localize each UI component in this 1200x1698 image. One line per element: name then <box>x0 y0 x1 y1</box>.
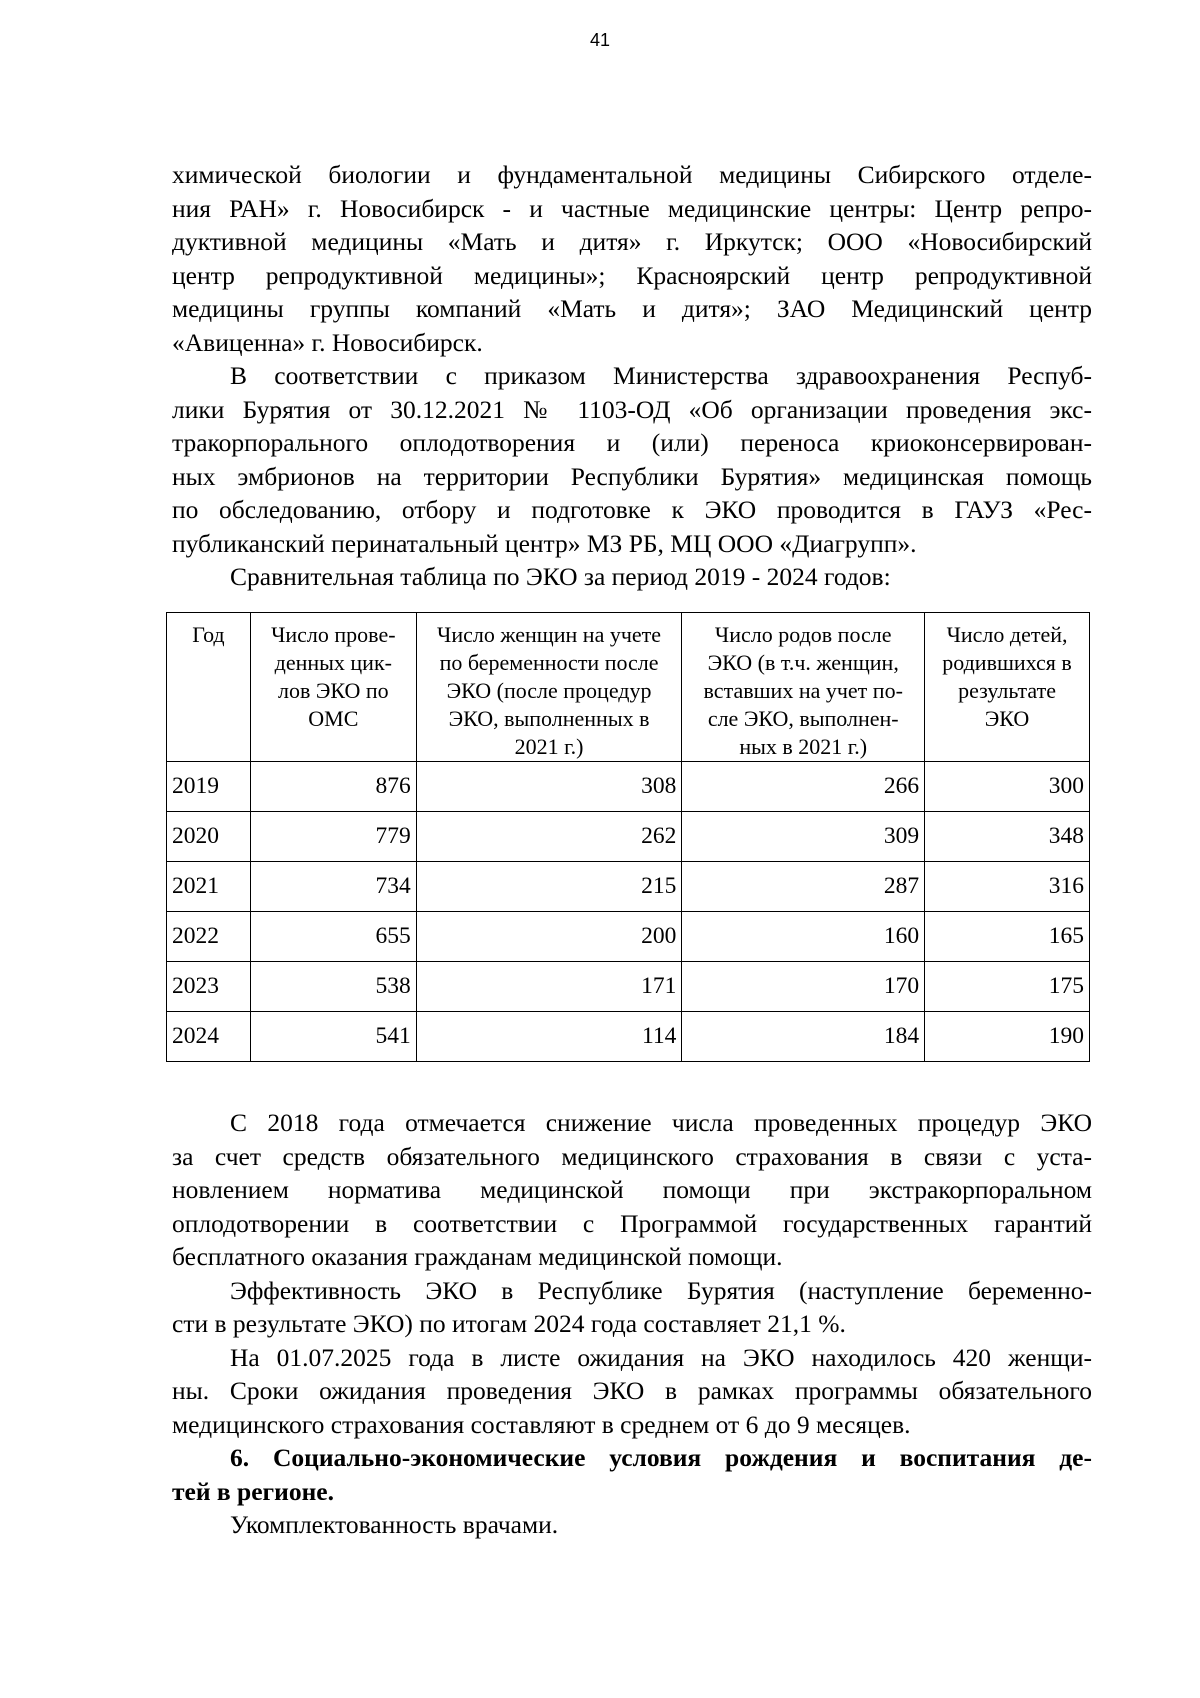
text-line: Эффективность ЭКО в Республике Бурятия (наступление беременно- <box>230 1275 1092 1305</box>
heading-line: 6. Социально-экономические условия рождения и воспитания де- <box>230 1443 1092 1472</box>
cell-year: 2022 <box>167 912 251 962</box>
header-children-born: Число детей, родившихся в результате ЭКО <box>925 613 1090 762</box>
cell-children: 165 <box>925 912 1090 962</box>
text-line: В соответствии с приказом Министерства здравоохранения Респуб- <box>230 361 1092 390</box>
text-line: новлением норматива медицинской помощи при экстракорпоральном <box>172 1175 1092 1204</box>
table-row <box>167 762 1090 812</box>
text-line: ных эмбрионов на территории Республики Бурятия» медицинская помощь <box>172 461 1092 491</box>
header-cycles-oms: Число прове- денных цик- лов ЭКО по ОМС <box>250 613 416 762</box>
text-line: ния РАН» г. Новосибирск - и частные медицинские центры: Центр репро- <box>172 193 1092 223</box>
text-line: С 2018 года отмечается снижение числа проведенных процедур ЭКО <box>230 1108 1092 1137</box>
body-text-top <box>172 158 1092 594</box>
header-year: Год <box>167 613 251 762</box>
cell-year: 2024 <box>167 1012 251 1062</box>
cell-births: 160 <box>682 912 925 962</box>
cell-year: 2021 <box>167 862 251 912</box>
text-line: тракорпорального оплодотворения и (или) переноса криоконсервирован- <box>172 428 1092 457</box>
text-line: дуктивной медицины «Мать и дитя» г. Иркутск; ООО «Новосибирский <box>172 227 1092 256</box>
cell-cycles: 538 <box>250 962 416 1012</box>
text-line: центр репродуктивной медицины»; Красноярский центр репродуктивной <box>172 260 1092 290</box>
text-line: «Авиценна» г. Новосибирск. <box>172 327 483 357</box>
text-line: по обследованию, отбору и подготовке к ЭКО проводится в ГАУЗ «Рес- <box>172 495 1092 524</box>
text-line: публиканский перинатальный центр» МЗ РБ, МЦ ООО «Диагрупп». <box>172 528 917 558</box>
cell-births: 170 <box>682 962 925 1012</box>
table-caption: Сравнительная таблица по ЭКО за период 2019 - 2024 годов: <box>230 562 891 591</box>
cell-pregnancies: 262 <box>416 812 682 862</box>
cell-children: 316 <box>925 862 1090 912</box>
text-line: бесплатного оказания гражданам медицинской помощи. <box>172 1242 783 1271</box>
paragraph-decline <box>172 1106 1092 1274</box>
cell-year: 2020 <box>167 812 251 862</box>
section-heading <box>172 1441 1092 1508</box>
cell-children: 348 <box>925 812 1090 862</box>
cell-births: 309 <box>682 812 925 862</box>
text-line: ны. Сроки ожидания проведения ЭКО в рамках программы обязательного <box>172 1376 1092 1405</box>
cell-pregnancies: 215 <box>416 862 682 912</box>
paragraph-staffing: Укомплектованность врачами. <box>230 1510 559 1539</box>
cell-cycles: 779 <box>250 812 416 862</box>
text-line: оплодотворении в соответствии с Программой государственных гарантий <box>172 1208 1092 1238</box>
cell-pregnancies: 114 <box>416 1012 682 1062</box>
header-births: Число родов после ЭКО (в т.ч. женщин, вставших на учет по- сле ЭКО, выполнен- ных в 2021 г.) <box>682 613 925 762</box>
text-line: химической биологии и фундаментальной медицины Сибирского отделе- <box>172 160 1092 189</box>
cell-cycles: 876 <box>250 762 416 812</box>
cell-children: 300 <box>925 762 1090 812</box>
text-line: за счет средств обязательного медицинского страхования в связи с уста- <box>172 1141 1092 1171</box>
text-line: На 01.07.2025 года в листе ожидания на ЭКО находилось 420 женщи- <box>230 1342 1092 1372</box>
body-text-bottom <box>172 1106 1092 1542</box>
heading-line: тей в регионе. <box>172 1476 334 1506</box>
eco-comparison-table <box>166 612 1090 1062</box>
paragraph-medical-centers <box>172 158 1092 359</box>
table-row <box>167 962 1090 1012</box>
header-pregnancy-registered: Число женщин на учете по беременности после ЭКО (после процедур ЭКО, выполненных в 2021 г.) <box>416 613 682 762</box>
text-line: медицинского страхования составляют в среднем от 6 до 9 месяцев. <box>172 1409 911 1439</box>
cell-cycles: 541 <box>250 1012 416 1062</box>
cell-cycles: 734 <box>250 862 416 912</box>
cell-children: 190 <box>925 1012 1090 1062</box>
table-row <box>167 862 1090 912</box>
table-row <box>167 912 1090 962</box>
paragraph-waiting-list <box>172 1341 1092 1442</box>
cell-pregnancies: 308 <box>416 762 682 812</box>
cell-year: 2019 <box>167 762 251 812</box>
paragraph-efficiency <box>172 1274 1092 1341</box>
table-row <box>167 1012 1090 1062</box>
cell-children: 175 <box>925 962 1090 1012</box>
cell-cycles: 655 <box>250 912 416 962</box>
text-line: сти в результате ЭКО) по итогам 2024 года составляет 21,1 %. <box>172 1309 846 1338</box>
cell-births: 266 <box>682 762 925 812</box>
text-line: лики Бурятия от 30.12.2021 № 1103-ОД «Об организации проведения экс- <box>172 394 1092 424</box>
cell-pregnancies: 171 <box>416 962 682 1012</box>
table-header-row <box>167 613 1090 762</box>
page-number: 41 <box>589 30 611 50</box>
paragraph-order <box>172 359 1092 560</box>
cell-births: 184 <box>682 1012 925 1062</box>
text-line: медицины группы компаний «Мать и дитя»; ЗАО Медицинский центр <box>172 294 1092 323</box>
cell-births: 287 <box>682 862 925 912</box>
cell-year: 2023 <box>167 962 251 1012</box>
cell-pregnancies: 200 <box>416 912 682 962</box>
table-row <box>167 812 1090 862</box>
